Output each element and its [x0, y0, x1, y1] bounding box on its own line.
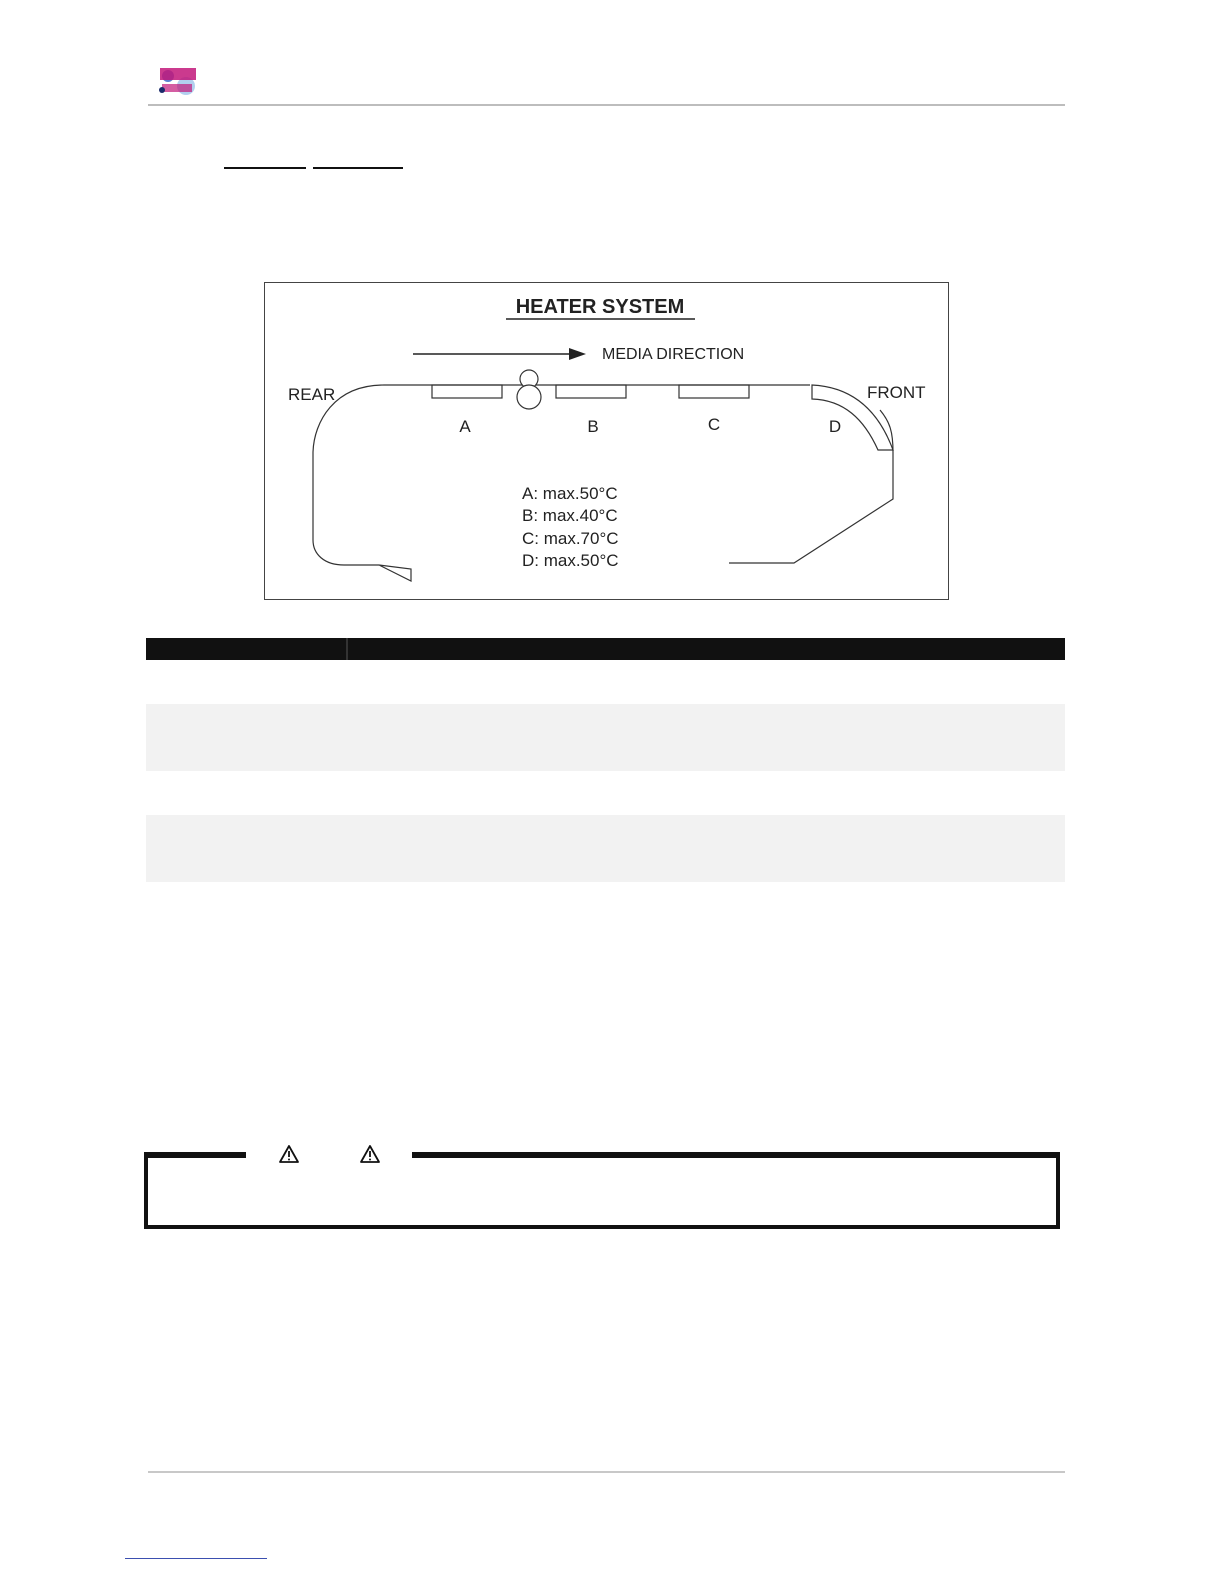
table-row	[146, 815, 1065, 882]
heater-system-diagram	[264, 282, 949, 600]
zone-spec-d: D: max.50°C	[522, 551, 619, 570]
media-direction-label: MEDIA DIRECTION	[602, 346, 745, 363]
header-rule	[148, 104, 1065, 106]
table-row	[146, 704, 1065, 771]
spitfire-logo-icon	[156, 64, 200, 100]
table-header	[146, 638, 1065, 660]
zone-spec-a: A: max.50°C	[522, 484, 618, 503]
caution-box-top-border	[412, 1152, 1060, 1158]
zone-label-a: A	[459, 417, 471, 436]
warning-triangle-icon	[359, 1144, 381, 1164]
footer-link[interactable]	[125, 1558, 267, 1559]
section-heading-underline	[224, 167, 306, 169]
section-heading-underline	[313, 167, 403, 169]
footer-rule	[148, 1471, 1065, 1473]
front-label: FRONT	[867, 383, 926, 402]
zone-spec-c: C: max.70°C	[522, 529, 619, 548]
caution-box-top-border	[144, 1152, 246, 1158]
zone-label-c: C	[707, 415, 721, 434]
zone-label-b: B	[587, 417, 599, 436]
pinch-roller-bottom	[517, 385, 541, 409]
diagram-title: HEATER SYSTEM	[515, 296, 685, 318]
warning-triangle-icon	[278, 1144, 300, 1164]
zone-spec-b: B: max.40°C	[522, 506, 618, 525]
zone-label-d: D	[828, 417, 842, 436]
rear-label: REAR	[288, 385, 336, 404]
table-column-divider	[346, 638, 348, 660]
